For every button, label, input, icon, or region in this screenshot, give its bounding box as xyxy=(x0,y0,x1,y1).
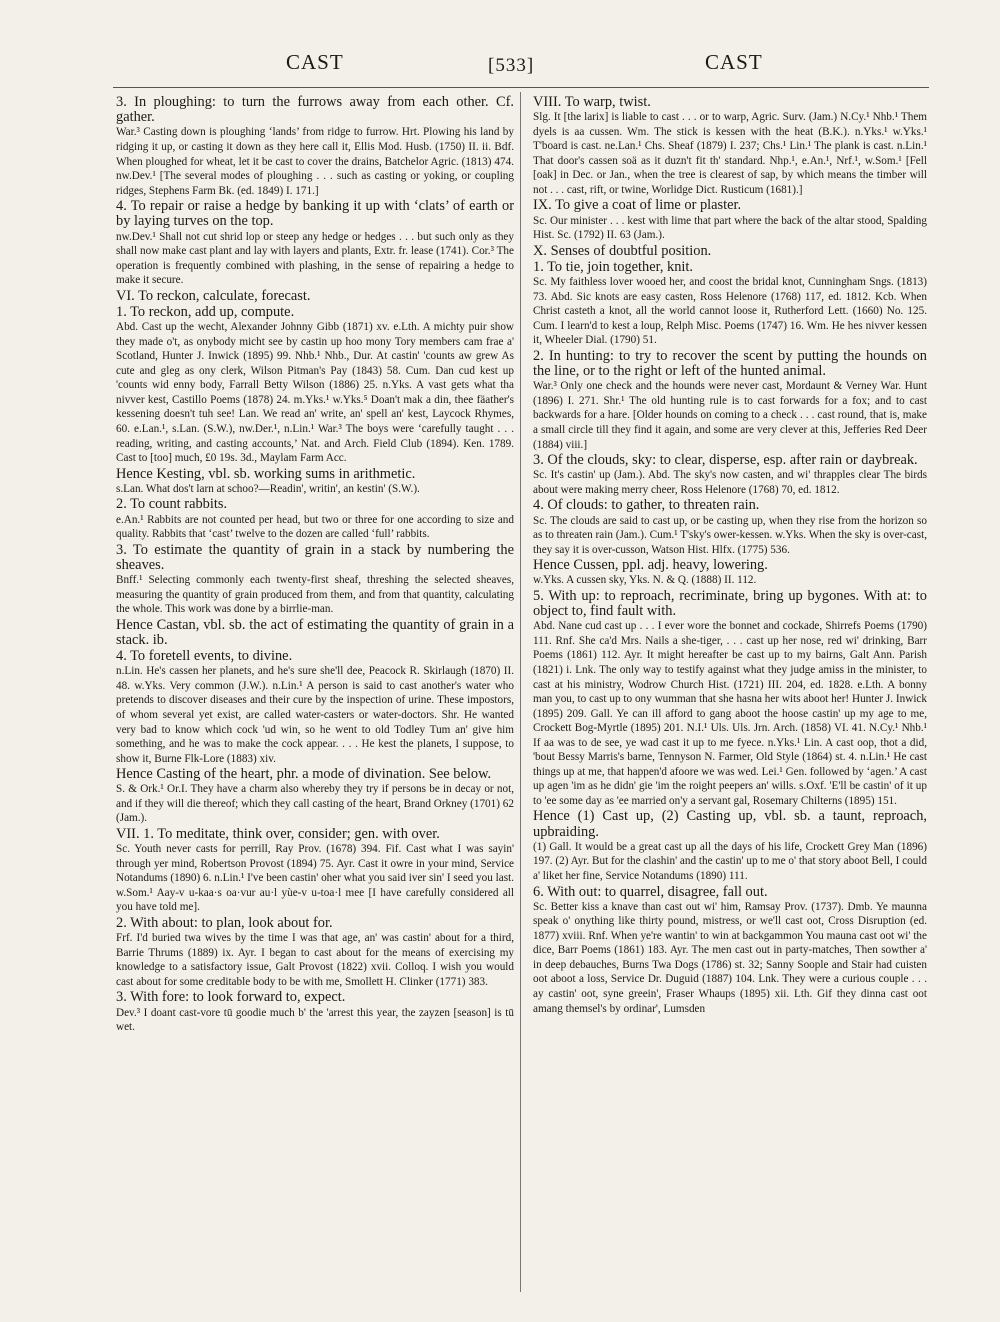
citation-block: n.Lin. He's cassen her planets, and he's sure she'll dee, Peacock R. Skirlaugh (1870) II. 48. w.Yks. Very common (J.W.). n.Lin.¹ A person is said to cast another's water who pretends to discover diseases and their cure by the inspection of urine. These impostors, of whom several yet exist, are called water-casters or water-doctors. Shr. He wanted very bad to know which cock 'ud win, so he went to old Todley Tum an' give him something, and he was to make the cock appear. . . . He kest the planets, I suppose, to show it, Burne Flk-Lore (1883) xiv. xyxy=(116,665,514,765)
sense-heading: Hence Casting of the heart, phr. a mode of divination. See below. xyxy=(116,766,492,783)
right-column xyxy=(533,94,927,1304)
left-column xyxy=(116,94,514,1304)
citation-block: Dev.³ I doant cast-vore tū goodie much b' the 'arrest this year, the zayzen [season] is tū wet. xyxy=(116,1006,514,1034)
citation-block: e.An.¹ Rabbits are not counted per head, but two or three for one according to size and quality. Rabbits that ‘cast’ twelve to the dozen are called ‘full’ rabbits. xyxy=(116,513,514,541)
citation-block: Slg. It [the larix] is liable to cast . . . or to warp, Agric. Surv. (Jam.) N.Cy.¹ Nhb.¹ Them dyels is aa cussen. Wm. The stick is kessen with the heat (B.K.). n.Yks.¹ w.Yks.¹ T'board is cast. ne.Lan.¹ Chs. Sheaf (1879) I. 237; Chs.¹ Lin.¹ The plank is cast. n.Lin.¹ That door's cassen soä as it duzn't fit th' standard. Nhp.¹, e.An.¹, Nrf.¹, w.Som.¹ [Fell [oak] in Dec. or Jan., when the tree is clearest of sap, by which means the timber will not . . . cast, rift, or twine, Worlidge Dict. Rusticum (1681).] xyxy=(533,111,927,196)
header-rule xyxy=(113,87,929,88)
citation-block: nw.Dev.¹ Shall not cut shrid lop or steep any hedge or hedges . . . but such only as they shall now make cast plant and lay with layers and plants, Extr. fr. lease (1741). Cor.³ The operation is frequently combined with plashing, in the sense of repairing a hedge to make it secure. xyxy=(116,230,514,287)
citation-block: Abd. Nane cud cast up . . . I ever wore the bonnet and cockade, Shirrefs Poems (1790) 111. Rnf. She ca'd Mrs. Nails a she-tiger, . . . cast up her nose, red wi' drinking, Barr Poems (1861) 112. Ayr. It might hereafter be cast up to my bairns, Galt Ann. Parish (1821) i. Lnk. The only way to testify against what they judge amiss in the minister, to cast at his ministry, Wodrow Church Hist. (1721) III. 204, ed. 1828. e.Lth. A bonny man you, to cast up to ony wumman that she hasna her wits aboot her! Hunter J. Inwick (1895) 209. Gall. Ye can ill afford to gang aboot the hoose castin' up my age to me, Crockett Bog-Myrtle (1895) 201. N.I.¹ Uls. Uls. Jrn. Arch. (1858) VI. 41. N.Cy.¹ Nhb.¹ If aa was to de see, ye wad cast it up to me fyece. n.Yks.¹ Lin. A cast oop, thot a did, 'bout Bessy Marris's barne, Tennyson N. Farmer, Old Style (1864) st. 4. n.Lin.¹ He cast things up at me, that happen'd afoore we was wed. Lei.¹ Gen. followed by ‘agen.’ A cast up agen 'im as he didn' gie 'im the roight peepers an' wills. s.Oxf. 'E'll be castin' of it up to 'ee some day as 'ee married on'y a servant gal, Rosemary Chilterns (1895) 151. xyxy=(533,620,927,807)
sense-heading: 2. With about: to plan, look about for. xyxy=(116,914,333,931)
citation-block: S. & Ork.¹ Or.I. They have a charm also whereby they try if persons be in decay or not, and if they will die thereof; which they call casting of the heart, Brand Orkney (1701) 62 (Jam.). xyxy=(116,783,514,825)
running-head-right: CAST xyxy=(705,50,763,74)
sense-heading: 4. To repair or raise a hedge by banking it up with ‘clats’ of earth or by laying turves on the top. xyxy=(116,198,514,230)
citation-block: Abd. Cast up the wecht, Alexander Johnny Gibb (1871) xv. e.Lth. A michty puir show they made o't, as onybody micht see by castin up hoo mony Tory members cam frae a' Scotland, Hunter J. Inwick (1895) 99. Nhb.¹ Nhb., Dur. At castin' 'counts aw grew As cute and gleg as ony clerk, Wilson Pitman's Pay (1843) 58. Cum. Dan cud kest up 'counts wid enny body, Farrall Betty Wilson (1886) 25. n.Yks. A vast gets what tha nivver kest, Castillo Poems (1878) 24. m.Yks.¹ w.Yks.⁵ Doan't mak a din, thee fäather's kessening doesn't tuh see! Lan. We read an' write, an' spell an' kest, Laycock Rhymes, 60. e.Lan.¹, s.Lan. (S.W.), nw.Der.¹, n.Lin.¹ War.³ The boys were ‘carefully taught . . . reading, writing, and casting accounts,’ Nat. and Arch. Field Club (1894). Ken. 1789. Cast to [too] much, £0 19s. 3d., Maylam Farm Acc. xyxy=(116,321,514,465)
sense-heading: IX. To give a coat of lime or plaster. xyxy=(533,197,742,214)
sense-heading: 4. Of clouds: to gather, to threaten rain. xyxy=(533,497,760,514)
sense-heading: 1. To reckon, add up, compute. xyxy=(116,303,295,320)
sense-heading: Hence Cussen, ppl. adj. heavy, lowering. xyxy=(533,557,768,574)
citation-block: Sc. Better kiss a knave than cast out wi' him, Ramsay Prov. (1737). Dmb. Ye maunna speak o' onything like thirty pound, mistress, or we'll cast oot, Cross Disruption (ed. 1877) xviii. Rnf. When ye're wantin' to win at backgammon You mauna cast oot wi' the dice, Barr Poems (1861) 183. Ayr. The men cast out in party-matches, Then sowther a' in deep debauches, Burns Twa Dogs (1786) st. 32; Sanny Soople and Stair had cuisten oot aboot a loss, Service Dr. Duguid (1887) 104. Lnk. They were a curious couple . . . ay castin' oot, syne greein', Fraser Whaups (1895) xii. Lth. Gif they dinna cast oot amang themsel's by ordinar', Lumsden xyxy=(533,900,927,1015)
citation-block: Sc. It's castin' up (Jam.). Abd. The sky's now casten, and wi' thrapples clear The birds about were making merry cheer, Ross Helenore (1768) 70, ed. 1812. xyxy=(533,469,927,496)
sense-heading: Hence Kesting, vbl. sb. working sums in arithmetic. xyxy=(116,465,416,482)
sense-heading: Hence (1) Cast up, (2) Casting up, vbl. sb. a taunt, reproach, upbraiding. xyxy=(533,808,927,840)
citation-block: (1) Gall. It would be a great cast up all the days of his life, Crockett Grey Man (1896) 197. (2) Ayr. But for the clashin' and the castin' up to me o' that story aboot Bell, I could a' liket her fine, Service Notandums (1890) 111. xyxy=(533,840,927,882)
sense-heading: 2. In hunting: to try to recover the scent by putting the hounds on the line, or to the right or left of the hunted animal. xyxy=(533,347,927,380)
citation-block: w.Yks. A cussen sky, Yks. N. & Q. (1888) II. 112. xyxy=(533,574,757,587)
citation-block: s.Lan. What dos't larn at schoo?—Readin', writin', an kestin' (S.W.). xyxy=(116,482,420,495)
citation-block: Sc. The clouds are said to cast up, or be casting up, when they rise from the horizon so as to threaten rain (Jam.). Cum.¹ T'sky's ower-kessen. w.Yks. When the sky is over-cast, they say it is over-cusson, Watson Hist. Hlfx. (1775) 536. xyxy=(533,514,927,556)
sense-heading: 3. Of the clouds, sky: to clear, disperse, esp. after rain or daybreak. xyxy=(533,452,918,469)
sense-heading: Hence Castan, vbl. sb. the act of estimating the quantity of grain in a stack. ib. xyxy=(116,616,514,648)
sense-heading: VI. To reckon, calculate, forecast. xyxy=(116,287,311,304)
sense-heading: 5. With up: to reproach, recriminate, bring up bygones. With at: to object to, find fault with. xyxy=(533,587,927,620)
sense-heading: 2. To count rabbits. xyxy=(116,496,228,513)
citation-block: Bnff.¹ Selecting commonly each twenty-first sheaf, threshing the selected sheaves, measuring the quantity of grain produced from them, and from that quantity, calculating the whole. This work was done by a birrlie-man. xyxy=(116,574,514,616)
sense-heading: 3. In ploughing: to turn the furrows away from each other. Cf. gather. xyxy=(116,94,514,126)
sense-heading: 4. To foretell events, to divine. xyxy=(116,648,293,665)
sense-heading: VIII. To warp, twist. xyxy=(533,94,651,110)
citation-block: Sc. Youth never casts for perrill, Ray Prov. (1678) 394. Fif. Cast what I was sayin' through yer mind, Robertson Provost (1894) 75. Ayr. Cast it owre in your mind, Service Notandums (1890) 6. n.Lin.¹ I've been castin' oher what you said iver sin' I seed you last. w.Som.¹ Aay-v u-kaa·s oa·vur au·l yùe-v u-toa·l mee [I have carefully considered all you have told me]. xyxy=(116,843,514,914)
citation-block: Sc. Our minister . . . kest with lime that part where the back of the altar stood, Spalding Hist. Sc. (1792) II. 63 (Jam.). xyxy=(533,214,927,242)
column-divider xyxy=(520,92,521,1292)
sense-heading: 6. With out: to quarrel, disagree, fall out. xyxy=(533,883,768,900)
sense-heading: 1. To tie, join together, knit. xyxy=(533,258,694,275)
sense-heading: X. Senses of doubtful position. xyxy=(533,242,712,259)
citation-block: Sc. My faithless lover wooed her, and coost the bridal knot, Cunningham Sngs. (1813) 73. Abd. Sic knots are easy casten, Ross Helenore (1768) 117, ed. 1812. Kcb. When Christ casteth a knot, all the world cannot loose it, Rutherford Lett. (1660) No. 125. Cum. I learn'd to kest a loup, Relph Misc. Poems (1747) 16. Wm. He hes nivver kessen it, Wheeler Dial. (1790) 51. xyxy=(533,276,927,347)
page-number: [533] xyxy=(488,55,535,76)
citation-block: Frf. I'd buried twa wives by the time I was that age, an' was castin' about for a third, Barrie Thrums (1889) ix. Ayr. I began to cast about for the means of exercising my knowledge to a satisfactory issue, Galt Provost (1822) xvii. Colloq. I wish you would cast about for some creditable body to be with me, Smollett H. Clinker (1771) 383. xyxy=(116,932,514,988)
sense-heading: 3. With fore: to look forward to, expect. xyxy=(116,989,346,1006)
citation-block: War.³ Only one check and the hounds were never cast, Mordaunt & Verney War. Hunt (1896) I. 271. Shr.¹ The old hunting rule is to cast forwards for a fox; and to cast backwards for a hare. [Older hounds on coming to a check . . . cast round, that is, make a small circle till they find it again, and some are very clever at this, Jefferies Red Deer (1884) viii.] xyxy=(533,380,927,451)
sense-heading: 3. To estimate the quantity of grain in a stack by numbering the sheaves. xyxy=(116,541,514,573)
sense-heading: VII. 1. To meditate, think over, consider; gen. with over. xyxy=(116,825,440,842)
running-head-left: CAST xyxy=(286,50,344,74)
citation-block: War.³ Casting down is ploughing ‘lands’ from ridge to furrow. Hrt. Plowing his land by ridging it up, or casting it down as they here call it, Ellis Mod. Husb. (1750) II. ii. Bdf. When ploughed for wheat, let it be cast to cover the drains, Batchelor Agric. (1813) 474. nw.Dev.¹ [The several modes of ploughing . . . such as casting or yoking, or coupling ridges, Stephens Farm Bk. (ed. 1849) I. 171.] xyxy=(116,126,514,197)
